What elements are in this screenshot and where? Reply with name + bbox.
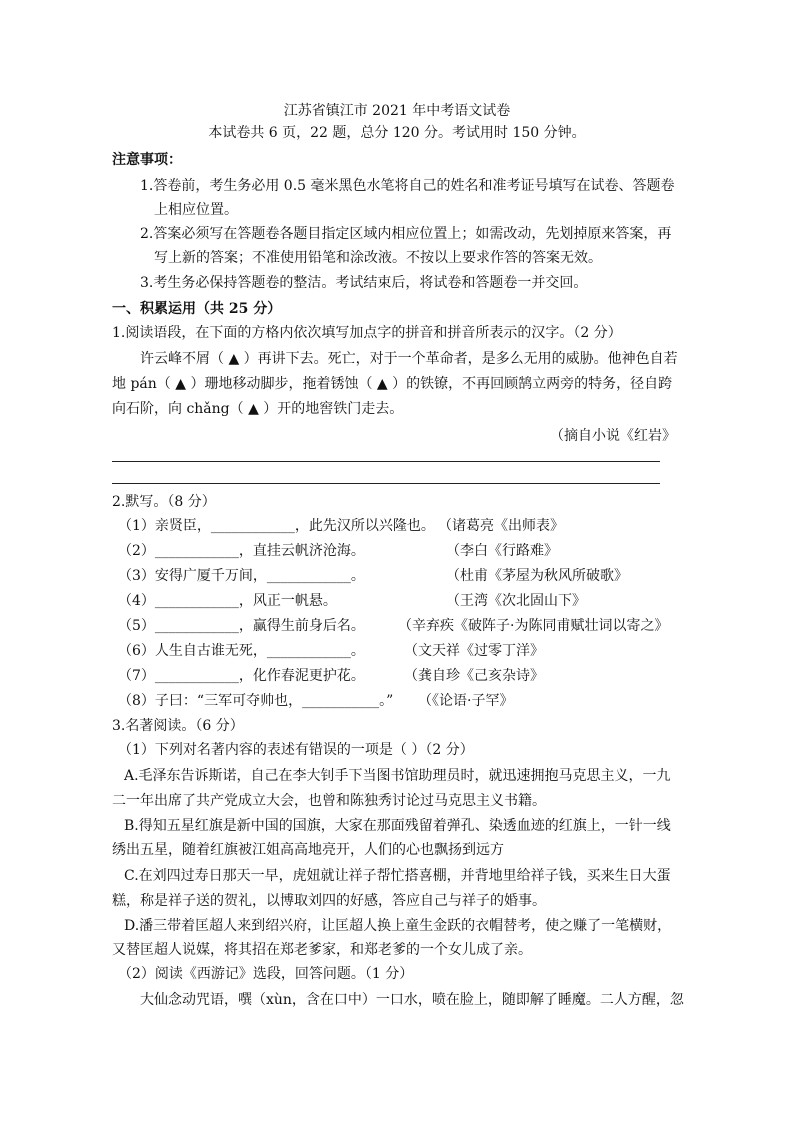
recitation-item: （7）____________，化作春泥更护花。 [118,668,365,684]
notice-item: 1.答卷前，考生务必用 0.5 毫米黑色水笔将自己的姓名和准考证号填写在试卷、答题卷 [140,178,675,194]
answer-line [112,461,660,462]
choice-option: A.毛泽东告诉斯诺，自己在李大钊手下当图书馆助理员时，就迅速拥抱马克思主义，一九 [124,768,671,784]
recitation-item: （2）____________，直挂云帆济沧海。 [118,543,365,559]
recitation-source: （《论语·子罕》 [418,693,514,709]
choice-option: B.得知五星红旗是新中国的国旗，大家在那面残留着弹孔、染透血迹的红旗上，一针一线 [124,818,671,834]
passage-line: 向石阶，向 chǎng（ ▲ ）开的地窖铁门走去。 [112,401,404,417]
choice-option: 二一年出席了共产党成立大会，也曾和陈独秀讨论过马克思主义书籍。 [112,793,546,809]
notice-item: 3.考生务必保持答题卷的整洁。考试结束后，将试卷和答题卷一并交回。 [140,275,588,291]
answer-line [112,483,660,484]
choice-option: D.潘三带着匡超人来到绍兴府，让匡超人换上童生金跃的衣帽替考，使之赚了一笔横财， [124,918,672,934]
recitation-item: （6）人生自古谁无死，____________。 [118,643,365,659]
question-3-sub1-prompt: （1）下列对名著内容的表述有错误的一项是（ ）（2 分） [118,742,474,758]
recitation-source: （文天祥《过零丁洋》 [404,643,544,659]
recitation-source: （龚自珍《己亥杂诗》 [404,668,544,684]
notice-item: 写上新的答案；不准使用铅笔和涂改液。不按以上要求作答的答案无效。 [154,250,602,266]
question-3-prompt: 3.名著阅读。（6 分） [112,718,244,734]
recitation-item: （3）安得广厦千万间，____________。 [118,568,365,584]
recitation-item: （8）子曰：“三军可夺帅也，___________。” [118,693,394,709]
notice-item: 2.答案必须写在答题卷各题目指定区域内相应位置上；如需改动，先划掉原来答案，再 [140,226,672,242]
recitation-item: （4）____________，风正一帆悬。 [118,593,337,609]
recitation-item: （5）____________，赢得生前身后名。 [118,618,365,634]
passage-line: 地 pán（ ▲ ）珊地移动脚步，拖着锈蚀（ ▲ ）的铁镣，不再回顾鹄立两旁的特务，径自跨 [112,376,673,392]
recitation-source: （辛弃疾《破阵子·为陈同甫赋壮词以寄之》 [398,618,669,634]
passage-line: 许云峰不屑（ ▲ ）再讲下去。死亡，对于一个革命者，是多么无用的威胁。他神色自若 [140,351,678,367]
question-2-prompt: 2.默写。（8 分） [112,494,216,510]
question-1-prompt: 1.阅读语段，在下面的方格内依次填写加点字的拼音和拼音所表示的汉字。（2 分） [112,325,622,341]
choice-option: 又替匡超人说媒，将其招在郑老爹家，和郑老爹的一个女儿成了亲。 [112,942,532,958]
choice-option: 绣出五星，随着红旗被江姐高高地亮开，人们的心也飘扬到远方 [112,842,504,858]
question-3-sub2-prompt: （2）阅读《西游记》选段，回答问题。（1 分） [118,966,414,982]
recitation-source: （诸葛亮《出师表》 [438,518,564,534]
choice-option: C.在刘四过寿日那天一早，虎妞就让祥子帮忙搭喜棚，并背地里给祥子钱，买来生日大蛋 [124,868,671,884]
exam-title: 江苏省镇江市 2021 年中考语文试卷 [283,103,511,119]
recitation-source: （王湾《次北固山下》 [446,593,586,609]
exam-subtitle: 本试卷共 6 页，22 题，总分 120 分。考试用时 150 分钟。 [208,125,586,141]
notice-item: 上相应位置。 [154,202,238,218]
recitation-source: （李白《行路难》 [446,543,558,559]
recitation-source: （杜甫《茅屋为秋风所破歌》 [446,568,628,584]
section-heading: 一、积累运用（共 25 分） [112,301,282,317]
notice-heading: 注意事项： [112,152,182,168]
choice-option: 糕，称是祥子送的贺礼，以博取刘四的好感，答应自己与祥子的婚事。 [112,893,546,909]
excerpt-line: 大仙念动咒语，噀（xùn，含在口中）一口水，喷在脸上，随即解了睡魔。二人方醒，忽 [140,992,684,1008]
recitation-item: （1）亲贤臣，____________，此先汉所以兴隆也。 [118,518,435,534]
passage-source: （摘自小说《红岩》 [550,428,676,444]
